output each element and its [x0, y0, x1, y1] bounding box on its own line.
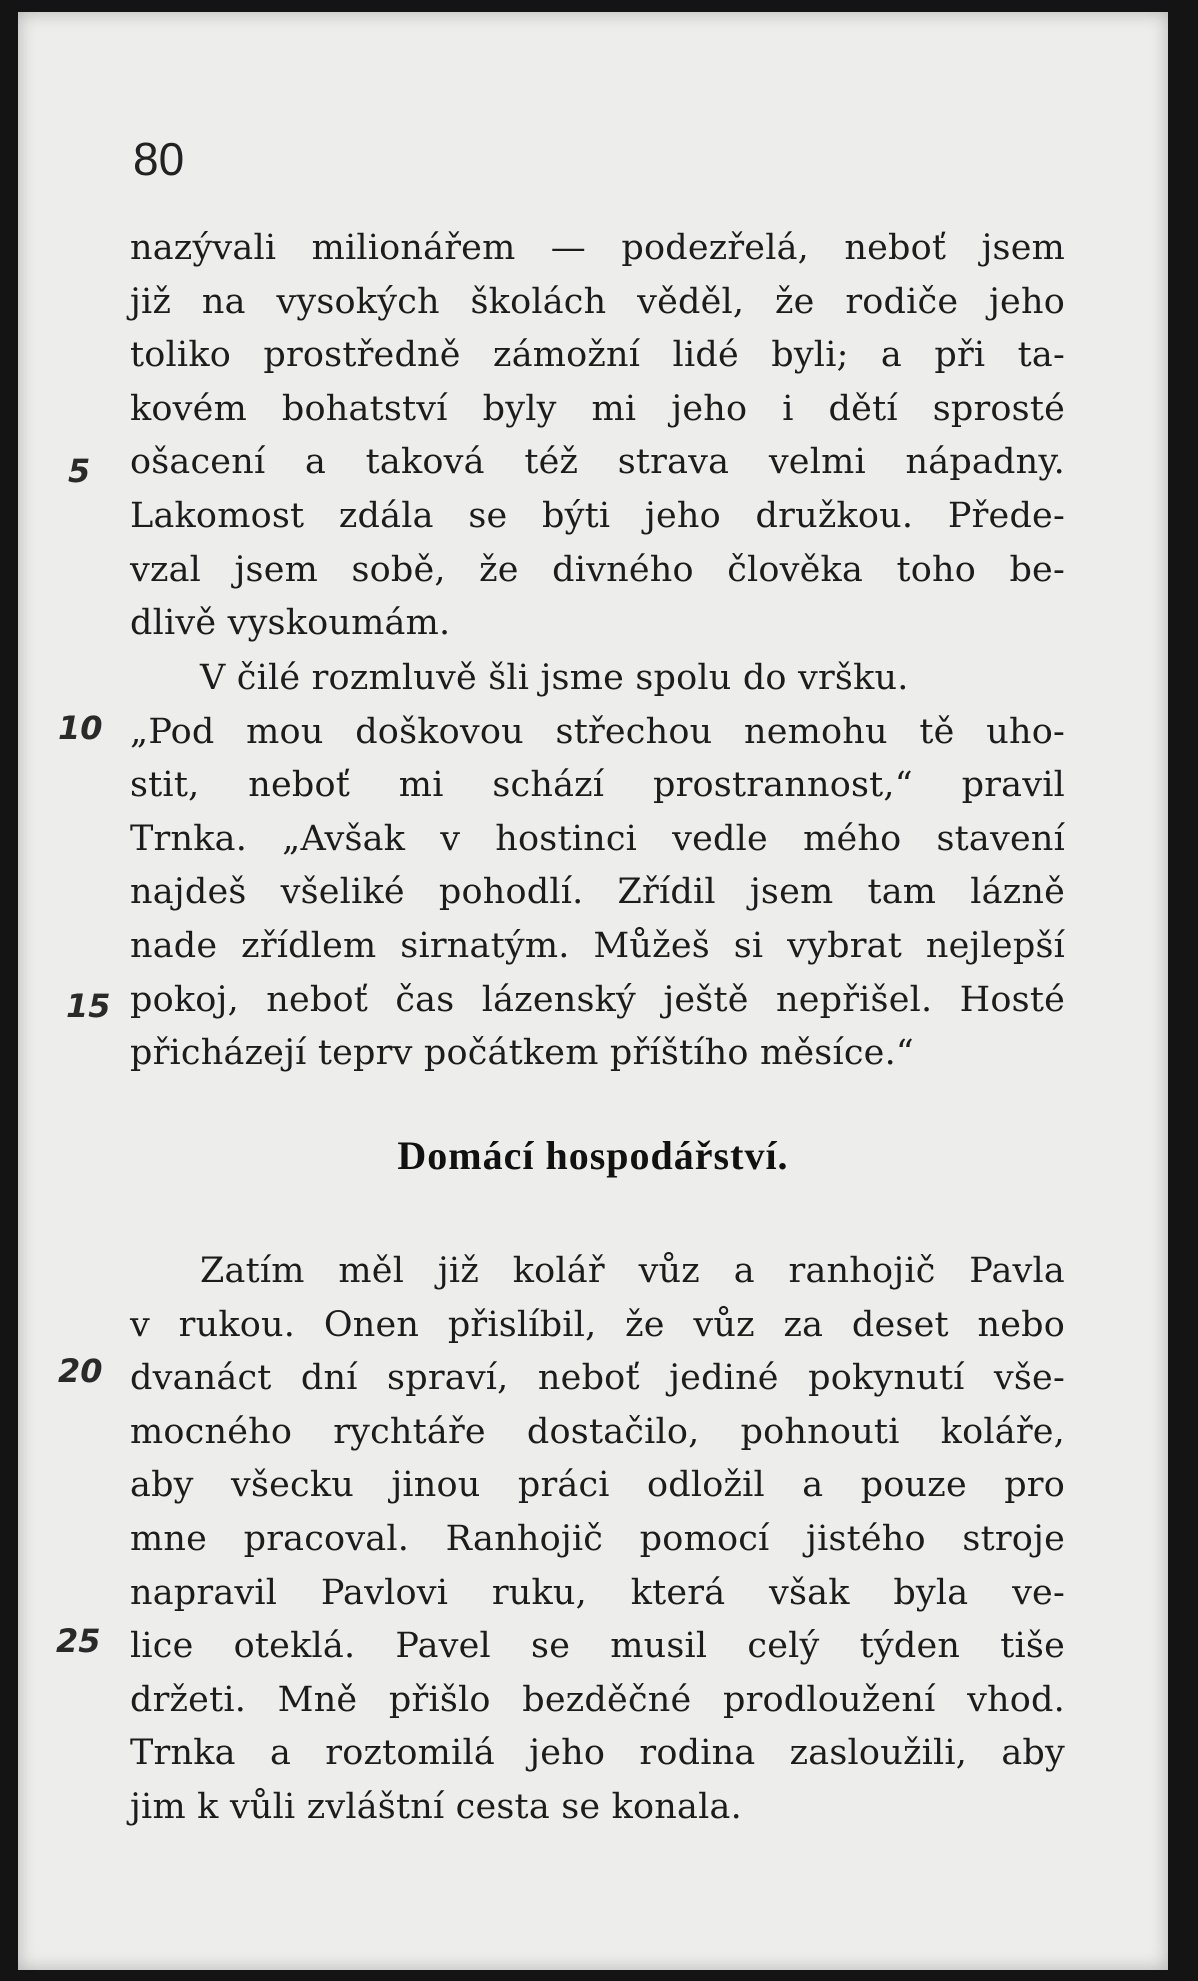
text-line: toliko prostředně zámožní lidé byli; a při ta-: [130, 335, 1065, 376]
text-line: Trnka a roztomilá jeho rodina zasloužili, aby: [130, 1733, 1065, 1774]
text-line: ošacení a taková též strava velmi nápadny.: [130, 442, 1065, 483]
text-line: Trnka. „Avšak v hostinci vedle mého stavení: [130, 818, 1065, 859]
margin-line-number: 5: [68, 452, 91, 490]
book-page: [18, 12, 1168, 1970]
margin-line-number: 25: [56, 1622, 101, 1660]
text-line: držeti. Mně přišlo bezděčné prodloužení vhod.: [130, 1679, 1065, 1720]
text-line: pokoj, neboť čas lázenský ještě nepřišel. Hosté: [130, 979, 1065, 1020]
section-heading: Domácí hospodářství.: [397, 1133, 789, 1178]
text-line: Lakomost zdála se býti jeho družkou. Přede-: [130, 495, 1065, 536]
margin-line-number: 20: [58, 1352, 103, 1390]
margin-line-number: 10: [58, 709, 103, 747]
margin-line-number: 15: [66, 987, 111, 1025]
text-line: aby všecku jinou práci odložil a pouze pro: [130, 1465, 1065, 1506]
text-line: najdeš všeliké pohodlí. Zřídil jsem tam lázně: [130, 872, 1065, 913]
text-line: jim k vůli zvláštní cesta se konala.: [130, 1786, 742, 1827]
text-line: „Pod mou doškovou střechou nemohu tě uho-: [130, 711, 1065, 752]
text-line: nade zřídlem sirnatým. Můžeš si vybrat nejlepší: [130, 925, 1065, 966]
text-line: vzal jsem sobě, že divného člověka toho be-: [130, 549, 1065, 590]
page-number: 80: [133, 133, 185, 185]
paragraph-1: [130, 222, 1065, 651]
text-line: dvanáct dní spraví, neboť jediné pokynutí vše-: [130, 1358, 1065, 1399]
text-line: přicházejí teprv počátkem příštího měsíce.“: [130, 1033, 915, 1074]
text-line: lice oteklá. Pavel se musil celý týden tiše: [130, 1626, 1065, 1667]
text-line: v rukou. Onen přislíbil, že vůz za deset nebo: [130, 1304, 1065, 1345]
text-line: již na vysokých školách věděl, že rodiče jeho: [130, 281, 1065, 322]
text-line: mocného rychtáře dostačilo, pohnouti koláře,: [130, 1411, 1065, 1452]
paragraph-3: [130, 1245, 1065, 1835]
text-line: dlivě vyskoumám.: [130, 603, 451, 644]
paragraph-2: [130, 652, 1065, 1081]
text-line: Zatím měl již kolář vůz a ranhojič Pavla: [200, 1251, 1065, 1291]
text-line: V čilé rozmluvě šli jsme spolu do vršku.: [200, 658, 909, 698]
text-line: mne pracoval. Ranhojič pomocí jistého stroje: [130, 1518, 1065, 1559]
text-line: napravil Pavlovi ruku, která však byla ve-: [130, 1572, 1065, 1613]
text-line: kovém bohatství byly mi jeho i dětí sprosté: [130, 388, 1065, 429]
text-line: stit, neboť mi schází prostrannost,“ pravil: [130, 765, 1065, 806]
text-line: nazývali milionářem — podezřelá, neboť jsem: [130, 228, 1065, 268]
